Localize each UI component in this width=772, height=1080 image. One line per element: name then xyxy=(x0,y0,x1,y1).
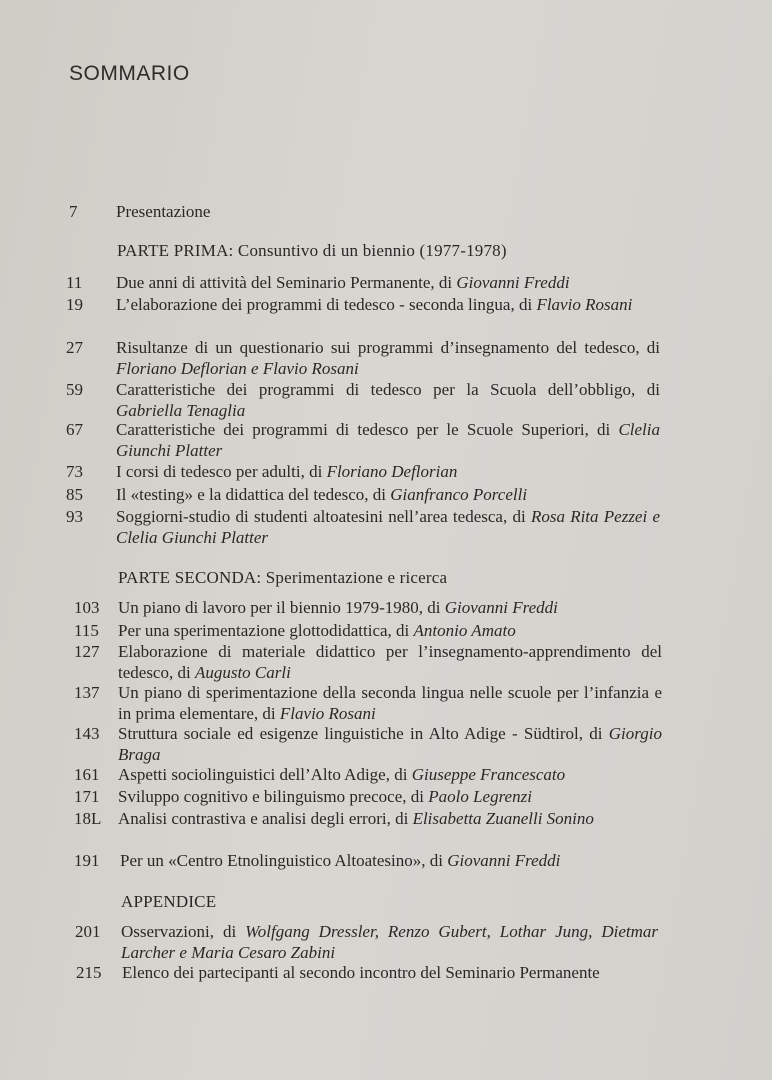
section-heading: PARTE SECONDA: Sperimentazione e ricerca xyxy=(118,568,448,587)
toc-entry-title: Risultanze di un questionario sui programmi d’insegnamento del tedesco, di Floriano Deflorian e Flavio Rosani xyxy=(116,338,660,378)
toc-entry-title: Per un «Centro Etnolinguistico Altoatesino», di Giovanni Freddi xyxy=(120,851,561,870)
toc-entry-title: Per una sperimentazione glottodidattica, di Antonio Amato xyxy=(118,621,516,640)
toc-entry-title: Un piano di sperimentazione della seconda lingua nelle scuole per l’infanzia e in prima elementare, di Flavio Rosani xyxy=(118,683,662,723)
toc-entry-title: Struttura sociale ed esigenze linguistiche in Alto Adige - Südtirol, di Giorgio Braga xyxy=(118,724,662,764)
toc-entry-title: L’elaborazione dei programmi di tedesco - seconda lingua, di Flavio Rosani xyxy=(116,295,633,314)
toc-page-number: 191 xyxy=(74,851,100,870)
toc-entry-author: Giovanni Freddi xyxy=(444,598,558,617)
toc-entry-title: I corsi di tedesco per adulti, di Floriano Deflorian xyxy=(116,462,458,481)
toc-page-number: 67 xyxy=(66,420,83,439)
toc-entry-title: Due anni di attività del Seminario Permanente, di Giovanni Freddi xyxy=(116,273,570,292)
toc-entry-title: Soggiorni-studio di studenti altoatesini nell’area tedesca, di Rosa Rita Pezzei e Clelia Giunchi Platter xyxy=(116,507,661,547)
toc-page-number: 127 xyxy=(74,642,100,661)
toc-page-number: 27 xyxy=(66,338,83,357)
toc-entry-author: Gabriella Tenaglia xyxy=(116,401,246,420)
toc-entry-author: Floriano Deflorian e Flavio Rosani xyxy=(116,359,359,378)
toc-page-number: 115 xyxy=(74,621,99,640)
toc-entry-title: Sviluppo cognitivo e bilinguismo precoce, di Paolo Legrenzi xyxy=(118,787,532,806)
toc-entry-author: Flavio Rosani xyxy=(536,295,633,314)
toc-page-number: 93 xyxy=(66,507,83,526)
toc-page-number: 18L xyxy=(74,809,102,828)
toc-entry-title: Aspetti sociolinguistici dell’Alto Adige, di Giuseppe Francescato xyxy=(118,765,566,784)
toc-page-number: 19 xyxy=(66,295,83,314)
toc-entry-title: Presentazione xyxy=(116,202,211,221)
toc-entry-author: Antonio Amato xyxy=(413,621,516,640)
toc-page-number: 73 xyxy=(66,462,83,481)
toc-page-number: 137 xyxy=(74,683,100,702)
toc-entry-title: Analisi contrastiva e analisi degli errori, di Elisabetta Zuanelli Sonino xyxy=(118,809,594,828)
toc-entry-author: Giovanni Freddi xyxy=(447,851,561,870)
toc-entry-author: Rosa Rita Pezzei e Clelia Giunchi Platter xyxy=(116,507,661,547)
toc-entry-author: Giuseppe Francescato xyxy=(411,765,566,784)
section-heading: APPENDICE xyxy=(121,892,217,911)
toc-entry-author: Wolfgang Dressler, Renzo Gubert, Lothar Jung, Dietmar Larcher e Maria Cesaro Zabini xyxy=(121,922,658,962)
toc-page-number: 103 xyxy=(74,598,100,617)
section-heading: PARTE PRIMA: Consuntivo di un biennio (1977-1978) xyxy=(117,241,507,260)
toc-entry-author: Floriano Deflorian xyxy=(326,462,458,481)
toc-entry-title: Osservazioni, di Wolfgang Dressler, Renzo Gubert, Lothar Jung, Dietmar Larcher e Maria Cesaro Zabini xyxy=(121,922,658,962)
toc-page-number: 143 xyxy=(74,724,100,743)
toc-entry-title: Caratteristiche dei programmi di tedesco per la Scuola dell’obbligo, di Gabriella Tenaglia xyxy=(116,380,660,420)
toc-page-number: 161 xyxy=(74,765,100,784)
toc-page-number: 85 xyxy=(66,485,83,504)
toc-page-number: 59 xyxy=(66,380,83,399)
toc-entry-author: Flavio Rosani xyxy=(279,704,376,723)
toc-entry-author: Paolo Legrenzi xyxy=(428,787,532,806)
toc-entry-title: Il «testing» e la didattica del tedesco, di Gianfranco Porcelli xyxy=(116,485,528,504)
toc-entry-title: Caratteristiche dei programmi di tedesco per le Scuole Superiori, di Clelia Giunchi Platter xyxy=(116,420,660,460)
toc-page-number: 171 xyxy=(74,787,100,806)
toc-entry-title: Un piano di lavoro per il biennio 1979-1980, di Giovanni Freddi xyxy=(118,598,558,617)
toc-page-number: 215 xyxy=(76,963,102,982)
toc-page-number: 7 xyxy=(69,202,78,221)
toc-entry-author: Giovanni Freddi xyxy=(456,273,570,292)
toc-entry-title: Elaborazione di materiale didattico per l’insegnamento-apprendimento del tedesco, di Augusto Carli xyxy=(118,642,662,682)
toc-entry-author: Augusto Carli xyxy=(194,663,291,682)
toc-entry-author: Giorgio Braga xyxy=(118,724,662,764)
toc-entry-author: Elisabetta Zuanelli Sonino xyxy=(412,809,594,828)
page-title: SOMMARIO xyxy=(69,62,190,85)
toc-page-number: 201 xyxy=(75,922,101,941)
toc-entry-author: Gianfranco Porcelli xyxy=(390,485,528,504)
toc-page-number: 11 xyxy=(66,273,83,292)
toc-entry-title: Elenco dei partecipanti al secondo incontro del Seminario Permanente xyxy=(122,963,600,982)
toc-entry-author: Clelia Giunchi Platter xyxy=(116,420,660,460)
